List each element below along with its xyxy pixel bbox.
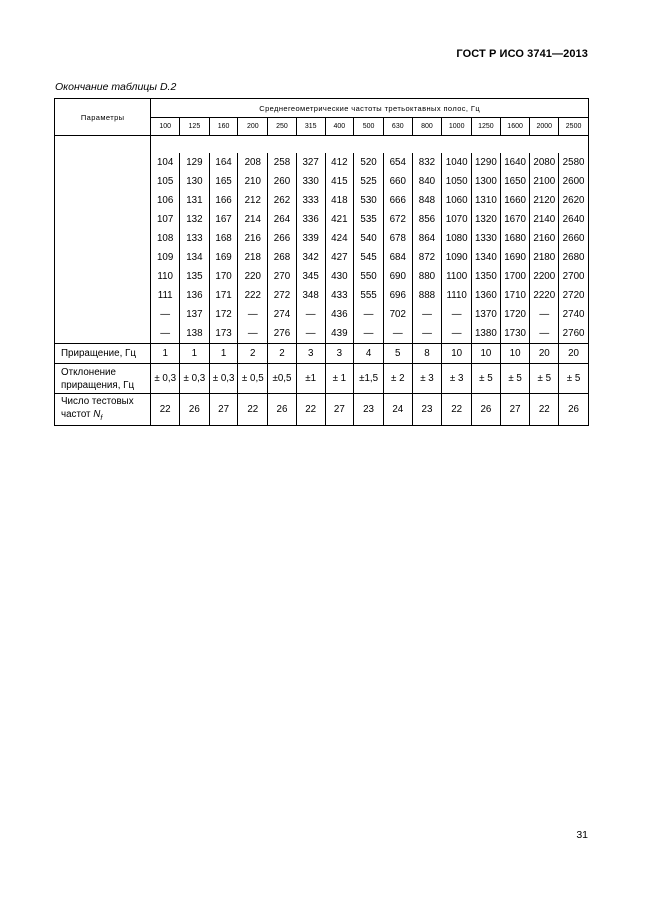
- table-cell: 1110: [442, 286, 472, 305]
- table-cell: 1090: [442, 248, 472, 267]
- table-cell: 10: [472, 344, 501, 364]
- table-cell: 336: [296, 210, 325, 229]
- table-cell: 660: [383, 172, 412, 191]
- table-cell: 2180: [530, 248, 559, 267]
- table-cell: 108: [151, 229, 180, 248]
- table-cell: 164: [209, 153, 238, 172]
- table-cell: ± 5: [559, 364, 589, 394]
- table-cell: ±1,5: [354, 364, 384, 394]
- table-cell: ± 2: [383, 364, 412, 394]
- band-header-cell: 1600: [500, 118, 530, 136]
- table-cell: 20: [530, 344, 559, 364]
- table-cell: 166: [209, 191, 238, 210]
- page-number: 31: [576, 829, 588, 841]
- table-cell: 433: [325, 286, 354, 305]
- table-cell: 1730: [500, 324, 530, 344]
- table-cell: 2120: [530, 191, 559, 210]
- table-cell: 545: [354, 248, 384, 267]
- table-cell: 212: [238, 191, 268, 210]
- table-cell: 129: [180, 153, 210, 172]
- table-cell: 132: [180, 210, 210, 229]
- table-cell: 130: [180, 172, 210, 191]
- table-cell: 525: [354, 172, 384, 191]
- table-cell: —: [530, 305, 559, 324]
- table-cell: —: [296, 305, 325, 324]
- table-cell: 1310: [472, 191, 501, 210]
- table-cell: 3: [325, 344, 354, 364]
- table-cell: 1680: [500, 229, 530, 248]
- table-cell: 2600: [559, 172, 589, 191]
- table-cell: 702: [383, 305, 412, 324]
- table-cell: 330: [296, 172, 325, 191]
- table-cell: 262: [268, 191, 297, 210]
- table-cell: 172: [209, 305, 238, 324]
- table-cell: 260: [268, 172, 297, 191]
- table-cell: 5: [383, 344, 412, 364]
- table-cell: 339: [296, 229, 325, 248]
- table-cell: 1100: [442, 267, 472, 286]
- table-cell: ± 3: [412, 364, 442, 394]
- table-cell: 26: [180, 394, 210, 426]
- table-cell: 2100: [530, 172, 559, 191]
- table-cell: 1330: [472, 229, 501, 248]
- band-header-cell: 630: [383, 118, 412, 136]
- table-cell: 138: [180, 324, 210, 344]
- increment-row: [55, 344, 589, 364]
- table-cell: 1: [209, 344, 238, 364]
- table-cell: 26: [559, 394, 589, 426]
- table-cell: 106: [151, 191, 180, 210]
- spacer-cell: [151, 136, 589, 154]
- table-cell: 1700: [500, 267, 530, 286]
- table-cell: 2680: [559, 248, 589, 267]
- band-header-cell: 200: [238, 118, 268, 136]
- table-cell: 2760: [559, 324, 589, 344]
- table-cell: 2200: [530, 267, 559, 286]
- table-cell: 22: [296, 394, 325, 426]
- table-cell: 1340: [472, 248, 501, 267]
- table-cell: 2: [238, 344, 268, 364]
- table-cell: 210: [238, 172, 268, 191]
- table-cell: 1: [151, 344, 180, 364]
- table-cell: 1040: [442, 153, 472, 172]
- table-cell: ±1: [296, 364, 325, 394]
- frequency-table: [54, 98, 589, 426]
- table-cell: 268: [268, 248, 297, 267]
- table-cell: 10: [500, 344, 530, 364]
- table-cell: 2220: [530, 286, 559, 305]
- table-cell: 3: [296, 344, 325, 364]
- table-cell: 1710: [500, 286, 530, 305]
- table-cell: 1360: [472, 286, 501, 305]
- table-cell: 133: [180, 229, 210, 248]
- table-cell: 888: [412, 286, 442, 305]
- table-cell: 1050: [442, 172, 472, 191]
- table-cell: —: [238, 305, 268, 324]
- band-header-cell: 2500: [559, 118, 589, 136]
- table-cell: ± 5: [500, 364, 530, 394]
- table-cell: 27: [209, 394, 238, 426]
- table-cell: 171: [209, 286, 238, 305]
- table-cell: 258: [268, 153, 297, 172]
- table-cell: 1690: [500, 248, 530, 267]
- band-header-cell: 2000: [530, 118, 559, 136]
- table-cell: ± 0,3: [151, 364, 180, 394]
- table-cell: 666: [383, 191, 412, 210]
- test-count-label: [55, 394, 151, 426]
- table-cell: 430: [325, 267, 354, 286]
- table-cell: —: [442, 305, 472, 324]
- table-cell: 22: [151, 394, 180, 426]
- table-cell: 1650: [500, 172, 530, 191]
- table-cell: —: [412, 324, 442, 344]
- table-cell: 333: [296, 191, 325, 210]
- table-cell: —: [296, 324, 325, 344]
- table-cell: 1370: [472, 305, 501, 324]
- table-cell: 2740: [559, 305, 589, 324]
- deviation-label-line1: Отклонение: [61, 366, 116, 378]
- table-cell: —: [238, 324, 268, 344]
- table-cell: 1070: [442, 210, 472, 229]
- deviation-label: [55, 364, 151, 394]
- table-cell: 427: [325, 248, 354, 267]
- test-count-subscript: f: [100, 414, 103, 422]
- table-cell: 550: [354, 267, 384, 286]
- deviation-row: [55, 364, 589, 394]
- table-cell: 2620: [559, 191, 589, 210]
- table-cell: 109: [151, 248, 180, 267]
- test-count-label-line1: Число тестовых: [61, 395, 134, 407]
- table-cell: 131: [180, 191, 210, 210]
- table-cell: 270: [268, 267, 297, 286]
- table-cell: 26: [472, 394, 501, 426]
- table-cell: 421: [325, 210, 354, 229]
- table-cell: 169: [209, 248, 238, 267]
- table-cell: 20: [559, 344, 589, 364]
- table-cell: 872: [412, 248, 442, 267]
- table-cell: 1300: [472, 172, 501, 191]
- table-cell: 1320: [472, 210, 501, 229]
- table-cell: 272: [268, 286, 297, 305]
- param-header: Параметры: [55, 99, 151, 136]
- table-cell: 348: [296, 286, 325, 305]
- table-cell: —: [354, 324, 384, 344]
- table-cell: 220: [238, 267, 268, 286]
- table-cell: 222: [238, 286, 268, 305]
- table-cell: 136: [180, 286, 210, 305]
- table-cell: 107: [151, 210, 180, 229]
- table-cell: 696: [383, 286, 412, 305]
- table-cell: 520: [354, 153, 384, 172]
- band-header-cell: 1000: [442, 118, 472, 136]
- table-cell: 22: [442, 394, 472, 426]
- table-cell: 24: [383, 394, 412, 426]
- table-cell: 22: [530, 394, 559, 426]
- table-cell: 1720: [500, 305, 530, 324]
- table-cell: 848: [412, 191, 442, 210]
- table-cell: 274: [268, 305, 297, 324]
- table-cell: —: [530, 324, 559, 344]
- increment-label: Приращение, Гц: [55, 344, 151, 364]
- table-cell: ± 0,5: [238, 364, 268, 394]
- band-header-cell: 160: [209, 118, 238, 136]
- table-cell: 111: [151, 286, 180, 305]
- document-standard-header: ГОСТ Р ИСО 3741—2013: [456, 48, 588, 60]
- table-cell: 864: [412, 229, 442, 248]
- table-cell: 27: [500, 394, 530, 426]
- band-header-cell: 315: [296, 118, 325, 136]
- table-cell: ± 0,3: [209, 364, 238, 394]
- test-count-symbol: N: [93, 408, 101, 420]
- table-cell: 327: [296, 153, 325, 172]
- band-header-cell: 125: [180, 118, 210, 136]
- table-cell: 418: [325, 191, 354, 210]
- deviation-label-line2: приращения, Гц: [61, 379, 135, 391]
- table-cell: 135: [180, 267, 210, 286]
- table-cell: 134: [180, 248, 210, 267]
- table-cell: 2720: [559, 286, 589, 305]
- table-cell: 168: [209, 229, 238, 248]
- table-cell: —: [412, 305, 442, 324]
- table-cell: 672: [383, 210, 412, 229]
- table-cell: 345: [296, 267, 325, 286]
- table-cell: 540: [354, 229, 384, 248]
- table-cell: 276: [268, 324, 297, 344]
- table-cell: 415: [325, 172, 354, 191]
- table-cell: 173: [209, 324, 238, 344]
- table-cell: 1: [180, 344, 210, 364]
- table-cell: 2640: [559, 210, 589, 229]
- table-cell: 1380: [472, 324, 501, 344]
- table-cell: 214: [238, 210, 268, 229]
- table-cell: 27: [325, 394, 354, 426]
- table-cell: 2700: [559, 267, 589, 286]
- test-count-label-line2: [61, 408, 150, 425]
- table-cell: 2080: [530, 153, 559, 172]
- table-cell: 1660: [500, 191, 530, 210]
- band-header-cell: 1250: [472, 118, 501, 136]
- band-header-cell: 400: [325, 118, 354, 136]
- table-cell: 218: [238, 248, 268, 267]
- table-cell: 26: [268, 394, 297, 426]
- table-cell: —: [151, 324, 180, 344]
- table-cell: 4: [354, 344, 384, 364]
- table-cell: 1670: [500, 210, 530, 229]
- table-cell: 2580: [559, 153, 589, 172]
- row-label-empty: [55, 136, 151, 344]
- table-cell: 208: [238, 153, 268, 172]
- table-cell: 439: [325, 324, 354, 344]
- table-cell: 1290: [472, 153, 501, 172]
- table-cell: 1640: [500, 153, 530, 172]
- table-cell: 2660: [559, 229, 589, 248]
- table-caption: Окончание таблицы D.2: [55, 81, 177, 93]
- table-cell: —: [151, 305, 180, 324]
- table-cell: 216: [238, 229, 268, 248]
- table-cell: 530: [354, 191, 384, 210]
- band-header-cell: 250: [268, 118, 297, 136]
- table-cell: 2140: [530, 210, 559, 229]
- group-header: Среднегеометрические частоты третьоктавных полос, Гц: [151, 99, 589, 118]
- table-cell: 170: [209, 267, 238, 286]
- table-cell: ±0,5: [268, 364, 297, 394]
- table-cell: 654: [383, 153, 412, 172]
- table-cell: ± 0,3: [180, 364, 210, 394]
- table-cell: 690: [383, 267, 412, 286]
- table-cell: 110: [151, 267, 180, 286]
- table-header-row: [55, 99, 589, 118]
- table-cell: 342: [296, 248, 325, 267]
- test-count-label-prefix: частот: [61, 408, 94, 420]
- band-header-cell: 500: [354, 118, 384, 136]
- table-cell: 436: [325, 305, 354, 324]
- table-cell: 105: [151, 172, 180, 191]
- table-cell: 23: [412, 394, 442, 426]
- table-cell: —: [354, 305, 384, 324]
- table-cell: ± 3: [442, 364, 472, 394]
- table-cell: 555: [354, 286, 384, 305]
- table-cell: 412: [325, 153, 354, 172]
- table-cell: 10: [442, 344, 472, 364]
- table-cell: 1080: [442, 229, 472, 248]
- table-cell: 8: [412, 344, 442, 364]
- table-cell: 832: [412, 153, 442, 172]
- table-cell: 535: [354, 210, 384, 229]
- table-cell: 104: [151, 153, 180, 172]
- table-cell: 22: [238, 394, 268, 426]
- table-cell: 2: [268, 344, 297, 364]
- table-cell: 1350: [472, 267, 501, 286]
- table-cell: 856: [412, 210, 442, 229]
- table-cell: 678: [383, 229, 412, 248]
- table-cell: 424: [325, 229, 354, 248]
- table-cell: 165: [209, 172, 238, 191]
- table-cell: 264: [268, 210, 297, 229]
- table-cell: 840: [412, 172, 442, 191]
- test-count-row: [55, 394, 589, 426]
- table-cell: —: [442, 324, 472, 344]
- table-cell: 1060: [442, 191, 472, 210]
- band-header-cell: 100: [151, 118, 180, 136]
- band-header-cell: 800: [412, 118, 442, 136]
- table-cell: 23: [354, 394, 384, 426]
- table-cell: 137: [180, 305, 210, 324]
- table-cell: ± 5: [530, 364, 559, 394]
- table-cell: ± 1: [325, 364, 354, 394]
- table-cell: 684: [383, 248, 412, 267]
- table-cell: 880: [412, 267, 442, 286]
- table-cell: ± 5: [472, 364, 501, 394]
- table-cell: 266: [268, 229, 297, 248]
- table-cell: 2160: [530, 229, 559, 248]
- table-cell: 167: [209, 210, 238, 229]
- spacer-row: [55, 136, 589, 154]
- table-cell: —: [383, 324, 412, 344]
